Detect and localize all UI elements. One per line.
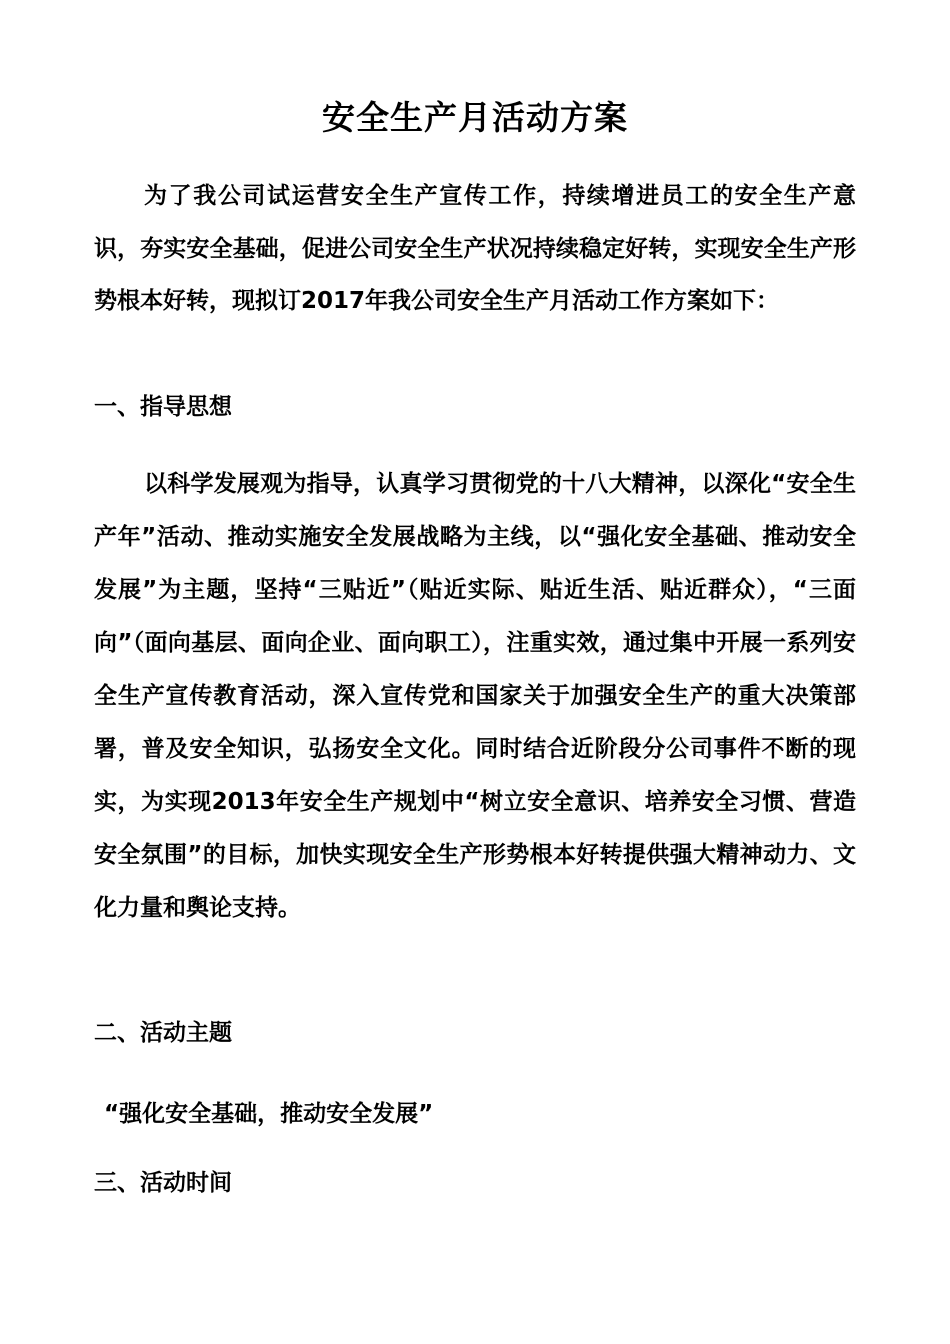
document-title: 安全生产月活动方案 [322,98,628,137]
section-heading-guiding-ideology: 一、指导思想 [94,394,232,420]
guiding-ideology-paragraph: 以科学发展观为指导，认真学习贯彻党的十八大精神，以深化“安全生产年”活动、推动实施安全发展战略为主线，以“强化安全基础、推动安全发展”为主题，坚持“三贴近”（贴近实际、贴近生活、贴近群众），“三面向”（面向基层、面向企业、面向职工），注重实效，通过集中开展一系列安全生产宣传教育活动，深入宣传党和国家关于加强安全生产的重大决策部署，普及安全知识，弘扬安全文化。同时结合近阶段分公司事件不断的现实，为实现2013年安全生产规划中“树立安全意识、培养安全习惯、营造安全氛围”的目标，加快实现安全生产形势根本好转提供强大精神动力、文化力量和舆论支持。 [94,471,856,921]
intro-paragraph: 为了我公司试运营安全生产宣传工作，持续增进员工的安全生产意识，夯实安全基础，促进公司安全生产状况持续稳定好转，实现安全生产形势根本好转，现拟订2017年我公司安全生产月活动工作方案如下： [94,183,856,314]
section-heading-activity-theme: 二、活动主题 [94,1020,232,1046]
section-heading-activity-time: 三、活动时间 [94,1170,232,1196]
activity-theme-text: “强化安全基础，推动安全发展” [104,1101,434,1127]
